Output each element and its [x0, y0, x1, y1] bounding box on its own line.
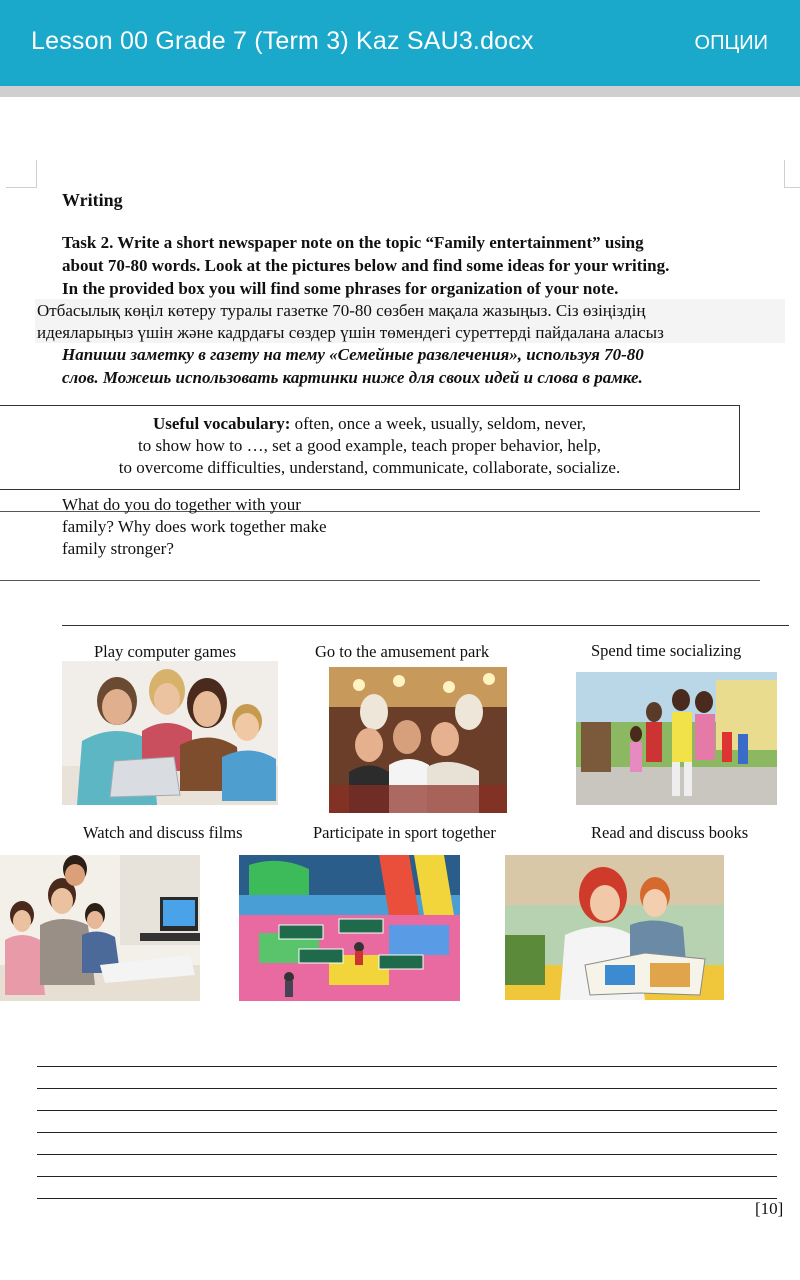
answer-line: [37, 1176, 777, 1177]
question-line-1: What do you do together with your: [62, 495, 301, 514]
vocab-line-1: often, once a week, usually, seldom, never,: [290, 414, 587, 433]
caption-socializing: Spend time socializing: [591, 641, 742, 660]
answer-line: [37, 1110, 777, 1111]
kazakh-line-2: идеяларыңыз үшін және кадрдағы сөздер үшін төмендегі суреттерді пайдалана аласыз: [37, 323, 664, 342]
kazakh-line-1: Отбасылық көңіл көтеру туралы газетке 70-80 сөзбен мақала жазыңыз. Сіз өзіңіздің: [37, 301, 646, 320]
vocab-label: Useful vocabulary:: [152, 414, 291, 433]
photo-watching-films: [0, 855, 200, 1001]
task-line-3: In the provided box you will find some phrases for organization of your note.: [62, 279, 619, 298]
russian-line-2: слов. Можешь использовать картинки ниже для своих идей и слова в рамке.: [62, 368, 643, 387]
photo-family-laptop: [62, 661, 278, 805]
photo-reading: [505, 855, 724, 1000]
answer-line: [37, 1088, 777, 1089]
rule-line: [0, 580, 760, 581]
page-margin-mark-left: [6, 160, 37, 188]
document-title: Lesson 00 Grade 7 (Term 3) Kaz SAU3.docx: [31, 27, 534, 55]
rule-line: [62, 625, 789, 626]
caption-sport: Participate in sport together: [313, 823, 496, 842]
russian-line-1: Напиши заметку в газету на тему «Семейные развлечения», используя 70-80: [62, 345, 644, 364]
caption-computer-games: Play computer games: [94, 642, 237, 661]
task-line-1: Task 2. Write a short newspaper note on the topic “Family entertainment” using: [62, 233, 644, 252]
vocab-line-3: to overcome difficulties, understand, communicate, collaborate, socialize.: [118, 458, 621, 477]
toolbar-divider: [0, 86, 800, 97]
answer-line: [37, 1198, 777, 1199]
app-bar: [0, 0, 800, 86]
photo-socializing: [576, 672, 777, 805]
score-mark: [10]: [755, 1199, 784, 1218]
section-heading: Writing: [62, 190, 123, 210]
answer-line: [37, 1132, 777, 1133]
answer-line: [37, 1154, 777, 1155]
question-line-3: family stronger?: [62, 539, 174, 558]
question-line-2: family? Why does work together make: [62, 517, 327, 536]
answer-line: [37, 1066, 777, 1067]
photo-sport: [239, 855, 460, 1001]
caption-amusement-park: Go to the amusement park: [315, 642, 490, 661]
task-line-2: about 70-80 words. Look at the pictures below and find some ideas for your writing.: [62, 256, 670, 275]
vocabulary-box: [0, 405, 740, 490]
page-margin-mark-right: [784, 160, 800, 188]
caption-books: Read and discuss books: [591, 823, 749, 842]
options-button[interactable]: ОПЦИИ: [694, 32, 768, 54]
vocab-line-2: to show how to …, set a good example, teach proper behavior, help,: [138, 436, 601, 455]
caption-films: Watch and discuss films: [83, 823, 243, 842]
photo-amusement-park: [329, 667, 507, 813]
